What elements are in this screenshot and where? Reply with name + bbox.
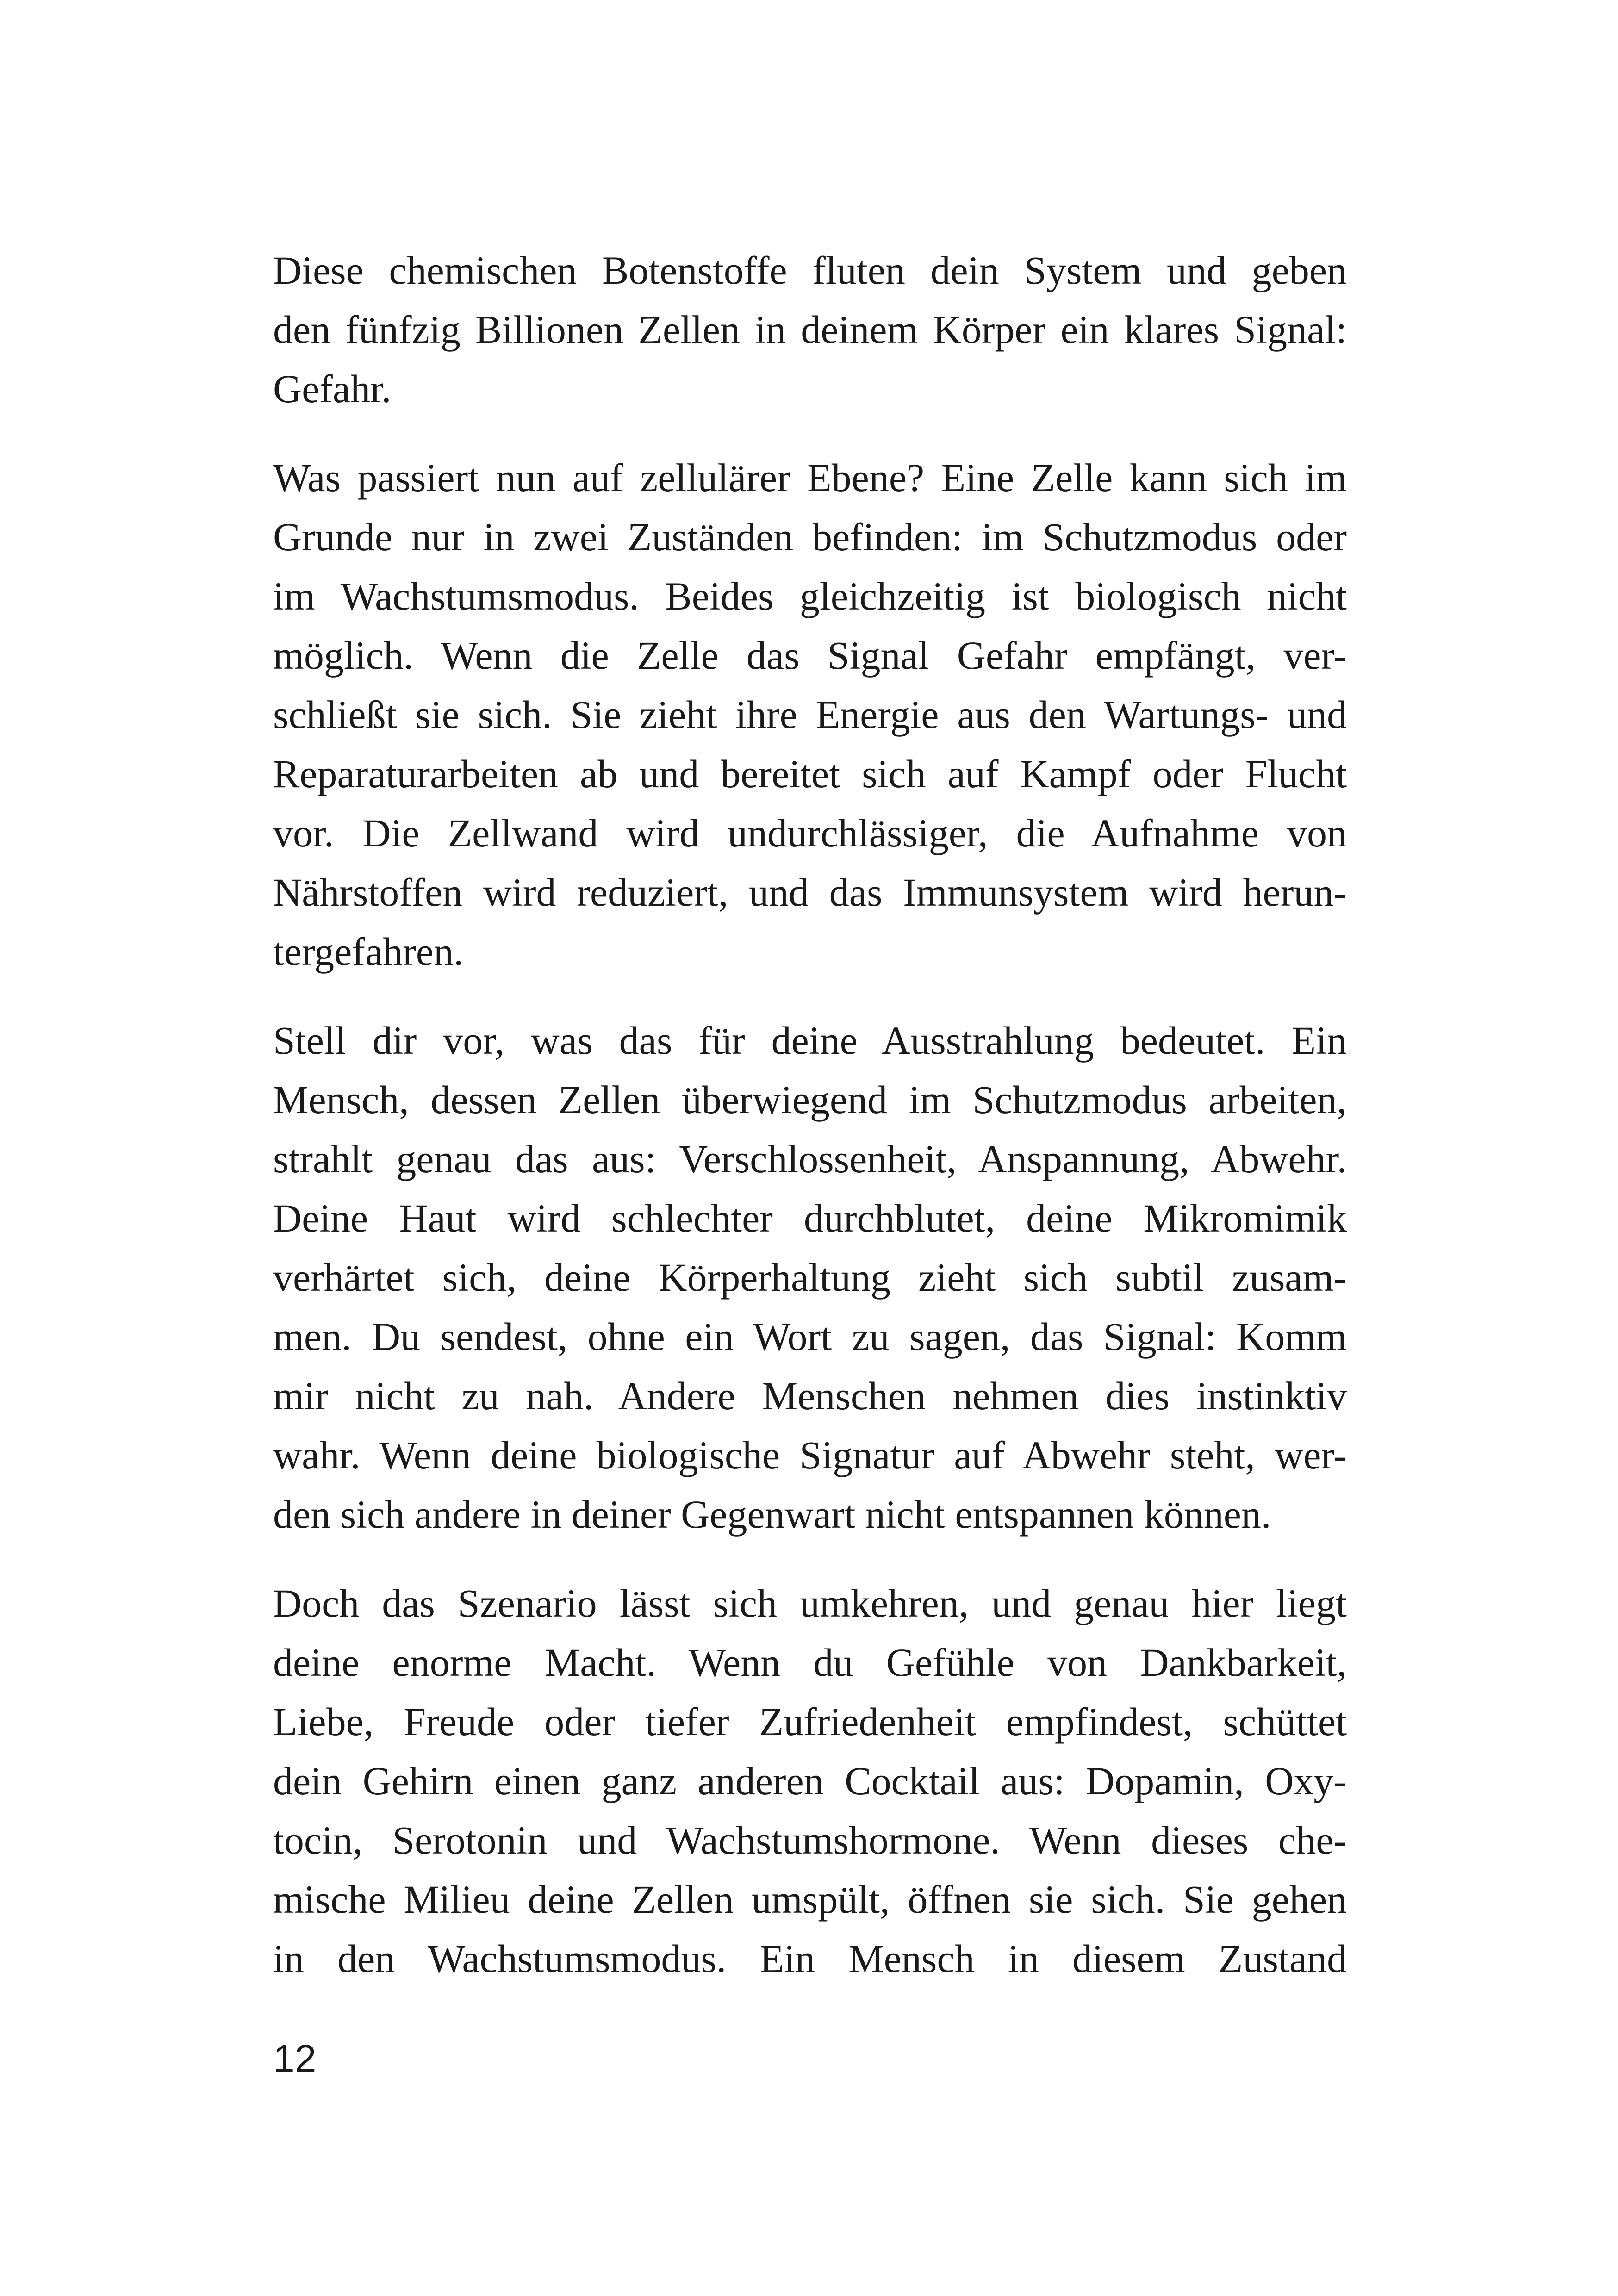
text-line: Deine Haut wird schlechter durchblutet, deine Mikromimik <box>273 1196 1347 1240</box>
paragraph <box>273 448 1347 981</box>
text-line: tergefahren. <box>273 929 464 974</box>
text-line: vor. Die Zellwand wird undurchlässiger, die Aufnahme von <box>273 811 1347 855</box>
text-line: tocin, Serotonin und Wachstumshormone. Wenn dieses che- <box>273 1818 1347 1862</box>
text-line: wahr. Wenn deine biologische Signatur auf Abwehr steht, wer- <box>273 1433 1347 1477</box>
text-line: deine enorme Macht. Wenn du Gefühle von Dankbarkeit, <box>273 1640 1347 1685</box>
paragraph <box>273 241 1347 418</box>
text-line: in den Wachstumsmodus. Ein Mensch in diesem Zustand <box>273 1936 1347 1981</box>
text-line: Liebe, Freude oder tiefer Zufriedenheit empfindest, schüttet <box>273 1699 1347 1744</box>
text-line: Mensch, dessen Zellen überwiegend im Schutzmodus arbeiten, <box>273 1077 1347 1122</box>
text-line: Doch das Szenario lässt sich umkehren, und genau hier liegt <box>273 1581 1347 1625</box>
text-line: Grunde nur in zwei Zuständen befinden: im Schutzmodus oder <box>273 515 1347 559</box>
paragraph <box>273 1574 1347 1988</box>
text-line: mische Milieu deine Zellen umspült, öffnen sie sich. Sie gehen <box>273 1877 1347 1922</box>
text-line: strahlt genau das aus: Verschlossenheit, Anspannung, Abwehr. <box>273 1137 1347 1181</box>
text-line: verhärtet sich, deine Körperhaltung zieht sich subtil zusam- <box>273 1255 1347 1300</box>
text-line: mir nicht zu nah. Andere Menschen nehmen dies instinktiv <box>273 1374 1347 1418</box>
text-line: möglich. Wenn die Zelle das Signal Gefahr empfängt, ver- <box>273 633 1347 678</box>
text-line: dein Gehirn einen ganz anderen Cocktail aus: Dopamin, Oxy- <box>273 1759 1347 1803</box>
page-number: 12 <box>273 2037 317 2080</box>
text-line: Gefahr. <box>273 367 392 411</box>
text-line: Stell dir vor, was das für deine Ausstrahlung bedeutet. Ein <box>273 1018 1347 1063</box>
text-line: im Wachstumsmodus. Beides gleichzeitig ist biologisch nicht <box>273 574 1347 618</box>
text-line: Diese chemischen Botenstoffe fluten dein System und geben <box>273 248 1347 292</box>
text-line: den fünfzig Billionen Zellen in deinem Körper ein klares Signal: <box>273 307 1347 352</box>
body-text <box>273 241 1347 2018</box>
text-line: men. Du sendest, ohne ein Wort zu sagen, das Signal: Komm <box>273 1314 1347 1359</box>
text-line: Was passiert nun auf zellulärer Ebene? Eine Zelle kann sich im <box>273 455 1347 500</box>
text-line: Reparaturarbeiten ab und bereitet sich auf Kampf oder Flucht <box>273 752 1347 796</box>
text-line: den sich andere in deiner Gegenwart nicht entspannen können. <box>273 1492 1271 1537</box>
text-line: Nährstoffen wird reduziert, und das Immunsystem wird herun- <box>273 870 1347 915</box>
text-line: schließt sie sich. Sie zieht ihre Energie aus den Wartungs- und <box>273 692 1347 737</box>
paragraph <box>273 1011 1347 1544</box>
